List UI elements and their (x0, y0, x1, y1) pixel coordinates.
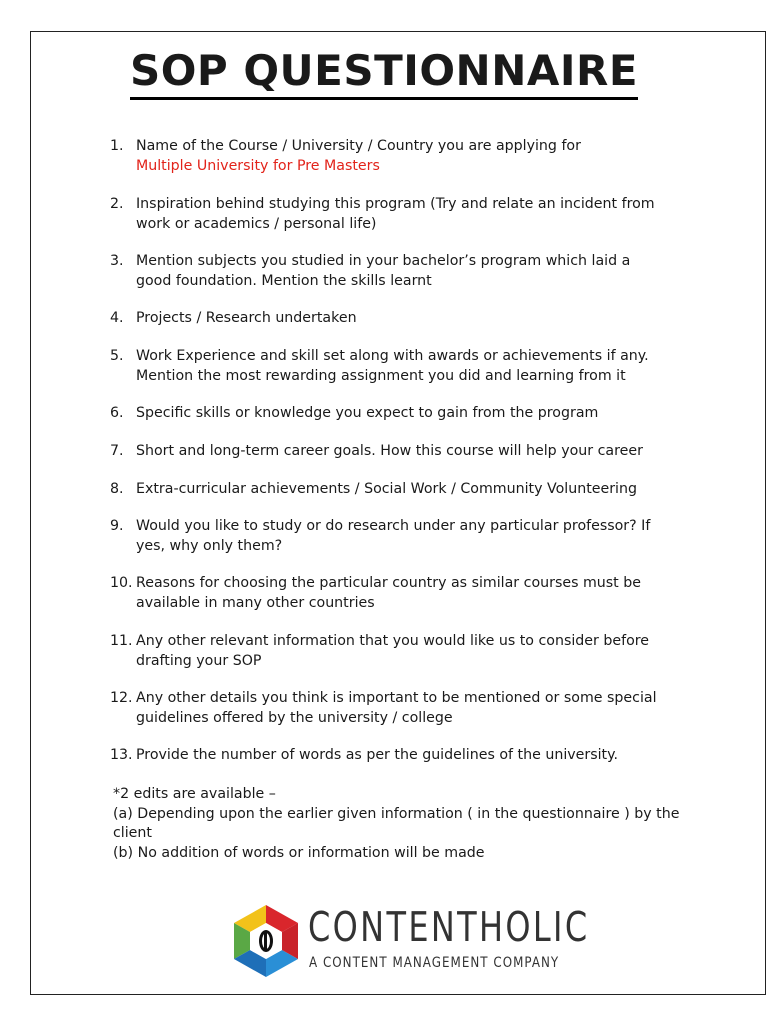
question-text: Specific skills or knowledge you expect to gain from the program (136, 405, 599, 421)
edits-item-b: (b) No addition of words or information will be made (113, 844, 485, 861)
question-item (110, 309, 670, 329)
question-item (110, 689, 670, 728)
question-number: 6. (110, 405, 124, 421)
question-number: 1. (110, 138, 124, 154)
question-number: 13. (110, 747, 133, 763)
question-number: 2. (110, 196, 124, 212)
question-text: Short and long-term career goals. How this course will help your career (136, 443, 643, 459)
brand-tagline: A CONTENT MANAGEMENT COMPANY (309, 955, 560, 971)
question-number: 11. (110, 633, 133, 649)
question-item (110, 574, 670, 613)
question-number: 7. (110, 443, 124, 459)
question-text: Provide the number of words as per the guidelines of the university. (136, 747, 619, 763)
question-text: Reasons for choosing the particular country as similar courses must be available in many other countries (136, 575, 641, 611)
brand-name: CONTENTHOLIC (308, 903, 590, 951)
question-number: 10. (110, 575, 133, 591)
question-text: Extra-curricular achievements / Social Work / Community Volunteering (136, 481, 637, 497)
logo-mark-icon (232, 903, 300, 978)
question-text: Any other relevant information that you would like us to consider before drafting your SOP (136, 633, 650, 669)
question-item (110, 195, 670, 234)
question-number: 3. (110, 253, 124, 269)
question-item (110, 746, 670, 766)
question-item (110, 347, 670, 386)
question-item (110, 632, 670, 671)
question-text: Work Experience and skill set along with awards or achievements if any. Mention the most rewarding assignment you did and learning from it (136, 348, 649, 384)
question-item (110, 480, 670, 500)
edits-heading: *2 edits are available – (113, 786, 276, 802)
question-number: 9. (110, 518, 124, 534)
question-item (110, 517, 670, 556)
question-text: Mention subjects you studied in your bachelor’s program which laid a good foundation. Mention the skills learnt (136, 253, 631, 289)
question-number: 8. (110, 481, 124, 497)
edits-note (113, 785, 683, 863)
question-item (110, 252, 670, 291)
question-item (110, 137, 670, 176)
question-number: 5. (110, 348, 124, 364)
question-answer: Multiple University for Pre Masters (136, 157, 380, 174)
page-title: SOP QUESTIONNAIRE (0, 46, 768, 95)
question-text: Projects / Research undertaken (136, 310, 357, 326)
question-text: Would you like to study or do research under any particular professor? If yes, why only them? (136, 518, 651, 554)
edits-item-a: (a) Depending upon the earlier given information ( in the questionnaire ) by the client (113, 805, 680, 841)
question-item (110, 404, 670, 424)
question-number: 12. (110, 690, 133, 706)
contentholic-logo (232, 903, 590, 978)
question-number: 4. (110, 310, 124, 326)
question-text: Name of the Course / University / Country you are applying for (136, 138, 581, 154)
question-text: Any other details you think is important to be mentioned or some special guidelines offered by the university / college (136, 690, 657, 726)
question-text: Inspiration behind studying this program (Try and relate an incident from work or academics / personal life) (136, 196, 655, 232)
question-item (110, 442, 670, 462)
